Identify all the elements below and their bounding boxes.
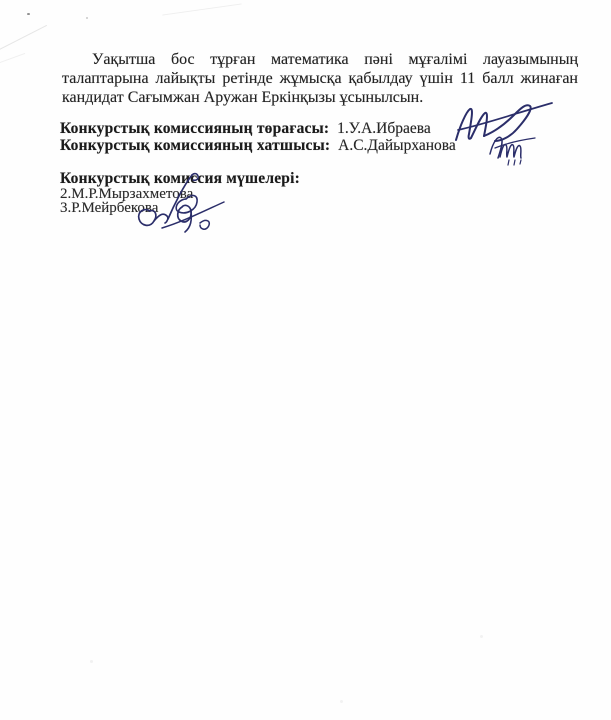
resolution-paragraph <box>62 50 578 107</box>
chairman-name: 1.У.А.Ибраева <box>337 120 431 137</box>
secretary-line <box>60 137 456 154</box>
member-name: 3.Р.Мейрбекова <box>60 200 159 216</box>
scan-speck <box>340 700 343 703</box>
scan-speck <box>480 635 483 638</box>
scan-speck <box>90 660 93 663</box>
secretary-name: А.С.Дайырханова <box>338 137 456 154</box>
members-heading: Конкурстық комиссия мүшелері: <box>60 170 300 187</box>
chairman-label: Конкурстық комиссияның төрағасы: <box>60 120 330 137</box>
paragraph-line: кандидат Сағымжан Аружан Еркінқызы ұсынылсын. <box>62 89 424 106</box>
scan-crease-mark <box>0 25 47 52</box>
member-name: 2.М.Р.Мырзахметова <box>60 186 194 202</box>
secretary-label: Конкурстық комиссияның хатшысы: <box>60 137 331 154</box>
scan-speck <box>86 17 88 19</box>
paragraph-line: талаптарына лайықты ретінде жұмысқа қабылдау үшін 11 балл жинаған <box>62 70 578 87</box>
scan-crease-mark <box>0 53 25 64</box>
secretary-signature <box>485 130 547 166</box>
scan-crease-mark <box>162 3 241 15</box>
scan-speck <box>27 13 30 15</box>
paragraph-line: Уақытша бос тұрған математика пәні мұғалімі лауазымының <box>92 51 578 68</box>
chairman-line <box>60 120 431 137</box>
chairman-signature <box>450 100 555 148</box>
